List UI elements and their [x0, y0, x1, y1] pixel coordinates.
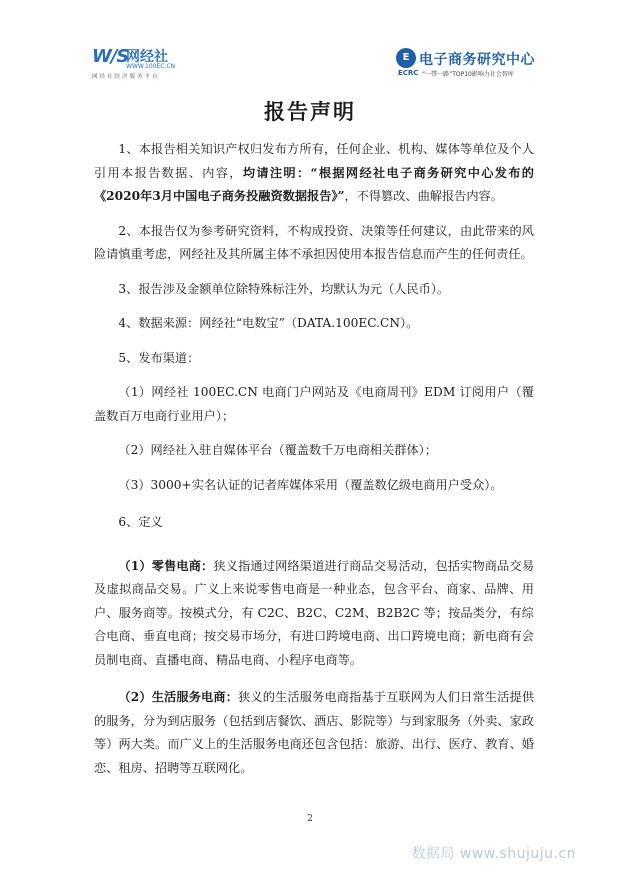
definition-life-service-label: （2）生活服务电商： — [118, 690, 239, 704]
ecrc-logo-icon: E — [396, 48, 416, 68]
definition-life-service — [94, 686, 534, 780]
clause-5: 5、发布渠道： — [118, 350, 200, 365]
watermark: 数据局 www.shujuju.cn — [411, 846, 576, 862]
logo-mark: W/S — [92, 46, 129, 67]
logo-url: WWW.100EC.CN — [126, 63, 176, 70]
logo-brand-name: 网经社 — [126, 49, 168, 65]
clause-4: 4、数据来源：网经社“电数宝”（DATA.100EC.CN）。 — [118, 316, 419, 330]
clause-1-tail: ，不得篡改、曲解报告内容。 — [344, 189, 503, 203]
clause-2: 2、本报告仅为参考研究资料，不构成投资、决策等任何建议，由此带来的风险请慎重考虑，网经社及其所属主体不承担因使用本报告信息而产生的任何责任。 — [94, 223, 534, 261]
ecrc-abbr: ECRC — [398, 69, 419, 77]
page-title: 报告声明 — [264, 100, 356, 124]
clause-6: 6、定义 — [118, 515, 163, 529]
clause-1-citation: 均请注明：“根据网经社电子商务研究中心发布的《2020年3月中国电子商务投融资数据报告》” — [94, 165, 534, 203]
clause-3: 3、报告涉及金额单位除特殊标注外，均默认为元（人民币）。 — [118, 281, 450, 296]
declaration-body — [94, 138, 534, 780]
wangjingshe-logo — [92, 44, 202, 82]
channel-2: （2）网经社入驻自媒体平台（覆盖数千万电商相关群体）； — [118, 443, 437, 457]
definition-retail-text: 狭义指通过网络渠道进行商品交易活动，包括实物商品交易及虚拟商品交易。广义上来说零售电商是一种业态，包含平台、商家、品牌、用户、服务商等。按模式分，有 C2C、B2C、C2M、B2B2C 等；按品类分，有综合电商、垂直电商；按交易市场分，有进口跨境电商、出口跨境电商；新电商有会员制电商、直播电商、精品电商、小程序电商等。 — [94, 558, 535, 667]
ecrc-slogan: “一带一路”TOP10影响力社会智库 — [422, 71, 514, 78]
page-number: 2 — [307, 814, 313, 824]
ecrc-logo — [396, 48, 566, 82]
channel-3: （3）3000+实名认证的记者库媒体采用（覆盖数亿级电商用户受众）。 — [118, 477, 503, 492]
clause-1-text: 1、本报告相关知识产权归发布方所有，任何企业、机构、媒体等单位及个人引用本报告数据、内容， — [94, 142, 534, 180]
channel-1: （1）网经社 100EC.CN 电商门户网站及《电商周刊》EDM 订阅用户（覆盖数百万电商行业用户）； — [94, 385, 534, 423]
definition-life-service-text: 狭义的生活服务电商指基于互联网为人们日常生活提供的服务，分为到店服务（包括到店餐饮、酒店、影院等）与到家服务（外卖、家政等）两大类。而广义上的生活服务电商还包含包括：旅游、出行、医疗、教育、婚恋、租房、招聘等互联网化。 — [94, 690, 535, 775]
definition-retail — [94, 555, 534, 673]
ecrc-name: 电子商务研究中心 — [419, 52, 535, 68]
clause-1 — [94, 138, 534, 209]
logo-tagline: 网经社经济服务平台 — [92, 74, 160, 80]
definition-retail-label: （1）零售电商： — [118, 558, 214, 573]
